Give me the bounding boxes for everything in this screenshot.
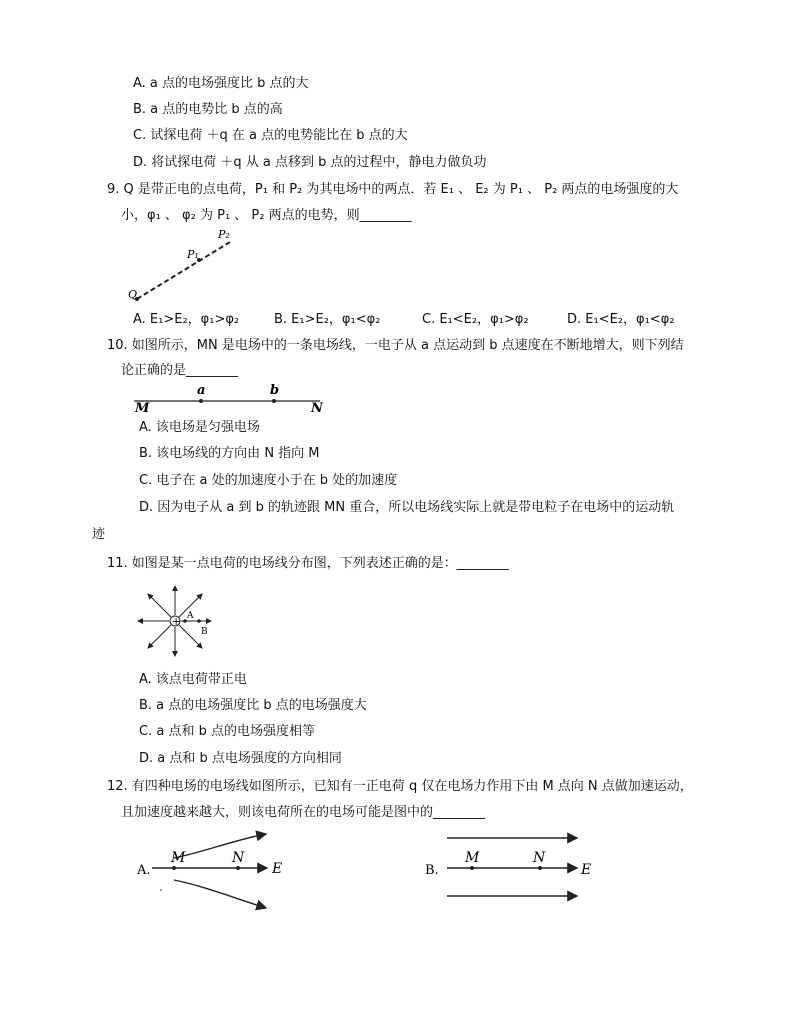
q11-point-b [197,619,201,623]
q11-label-b: B [201,627,208,637]
q12b-label-m: M [465,850,480,866]
q11-charge-sign: + [171,615,181,628]
q11-option-a: A. 该点电荷带正电 [139,672,247,687]
q10-label-a: a [197,383,206,398]
q9-stem-line1: 9. Q 是带正电的点电荷，P₁ 和 P₂ 为其电场中的两点．若 E₁ 、 E₂ 为 P₁ 、 P₂ 两点的电场强度的大 [107,182,679,197]
q12a-stray-mark [160,889,162,891]
q8-option-c: C. 试探电荷 ＋q 在 a 点的电势能比在 b 点的大 [133,128,408,143]
q11-stem: 11. 如图是某一点电荷的电场线分布图，下列表述正确的是：________ [107,556,509,571]
q10-label-m: M [135,401,150,416]
q10-label-b: b [270,383,280,398]
q9-label-p2: P₂ [218,228,230,241]
q12-stem-line2: 且加速度越来越大，则该电荷所在的电场可能是图中的________ [121,805,486,820]
q10-stem-line1: 10. 如图所示，MN 是电场中的一条电场线，一电子从 a 点运动到 b 点速度在不断地增大，则下列结 [107,338,684,353]
q10-stem-line2: 论正确的是________ [121,363,239,378]
q12a-field-line-lower [174,880,266,908]
q12a-label-m: M [171,850,186,866]
q10-option-d-line1: D. 因为电子从 a 到 b 的轨迹跟 MN 重合，所以电场线实际上就是带电粒子在电场中的运动轨 [139,500,675,515]
q12-stem-line1: 12. 有四种电场的电场线如图所示，已知有一正电荷 q 仅在电场力作用下由 M 点向 N 点做加速运动， [107,779,693,794]
q8-option-b: B. a 点的电势比 b 点的高 [133,102,283,117]
q11-figure [133,582,219,662]
q11-option-b: B. a 点的电场强度比 b 点的电场强度大 [139,698,367,713]
q9-field-line [137,242,230,299]
q9-option-a: A. E₁>E₂，φ₁>φ₂ [133,312,240,327]
q9-label-q: Q [128,288,138,301]
q10-point-b [272,399,276,403]
q12b-label-e: E [581,862,592,878]
q12a-label-e: E [272,861,283,877]
q9-option-d: D. E₁<E₂，φ₁<φ₂ [567,312,675,327]
q8-option-a: A. a 点的电场强度比 b 点的大 [133,76,309,91]
q12a-point-m [172,866,176,870]
q11-label-a: A [187,611,194,621]
q12b-point-n [538,866,542,870]
q12b-point-m [470,866,474,870]
q10-option-a: A. 该电场是匀强电场 [139,420,260,435]
q9-label-p1: P₁ [187,248,199,261]
q12b-label: B. [425,863,439,878]
q9-option-b: B. E₁>E₂，φ₁<φ₂ [274,312,381,327]
q12a-field-line-upper [174,834,266,858]
q8-option-d: D. 将试探电荷 ＋q 从 a 点移到 b 点的过程中，静电力做负功 [133,155,487,170]
q9-figure [122,226,252,306]
q10-label-n: N [311,401,323,416]
q12-figure-b [422,828,602,904]
q12a-label: A. [137,863,151,878]
q9-option-c: C. E₁<E₂，φ₁>φ₂ [422,312,529,327]
q12a-label-n: N [232,850,245,866]
q11-option-c: C. a 点和 b 点的电场强度相等 [139,724,315,739]
q9-stem-line2: 小，φ₁ 、 φ₂ 为 P₁ 、 P₂ 两点的电势，则________ [121,208,412,223]
q12-figure-a [134,828,294,914]
q12a-point-n [236,866,240,870]
q10-point-a [199,399,203,403]
q10-option-b: B. 该电场线的方向由 N 指向 M [139,446,320,461]
q12b-label-n: N [533,850,546,866]
q11-option-d: D. a 点和 b 点电场强度的方向相同 [139,751,342,766]
q10-option-c: C. 电子在 a 处的加速度小于在 b 处的加速度 [139,473,398,488]
q10-option-d-line2: 迹 [92,527,106,542]
q10-figure [130,380,335,416]
